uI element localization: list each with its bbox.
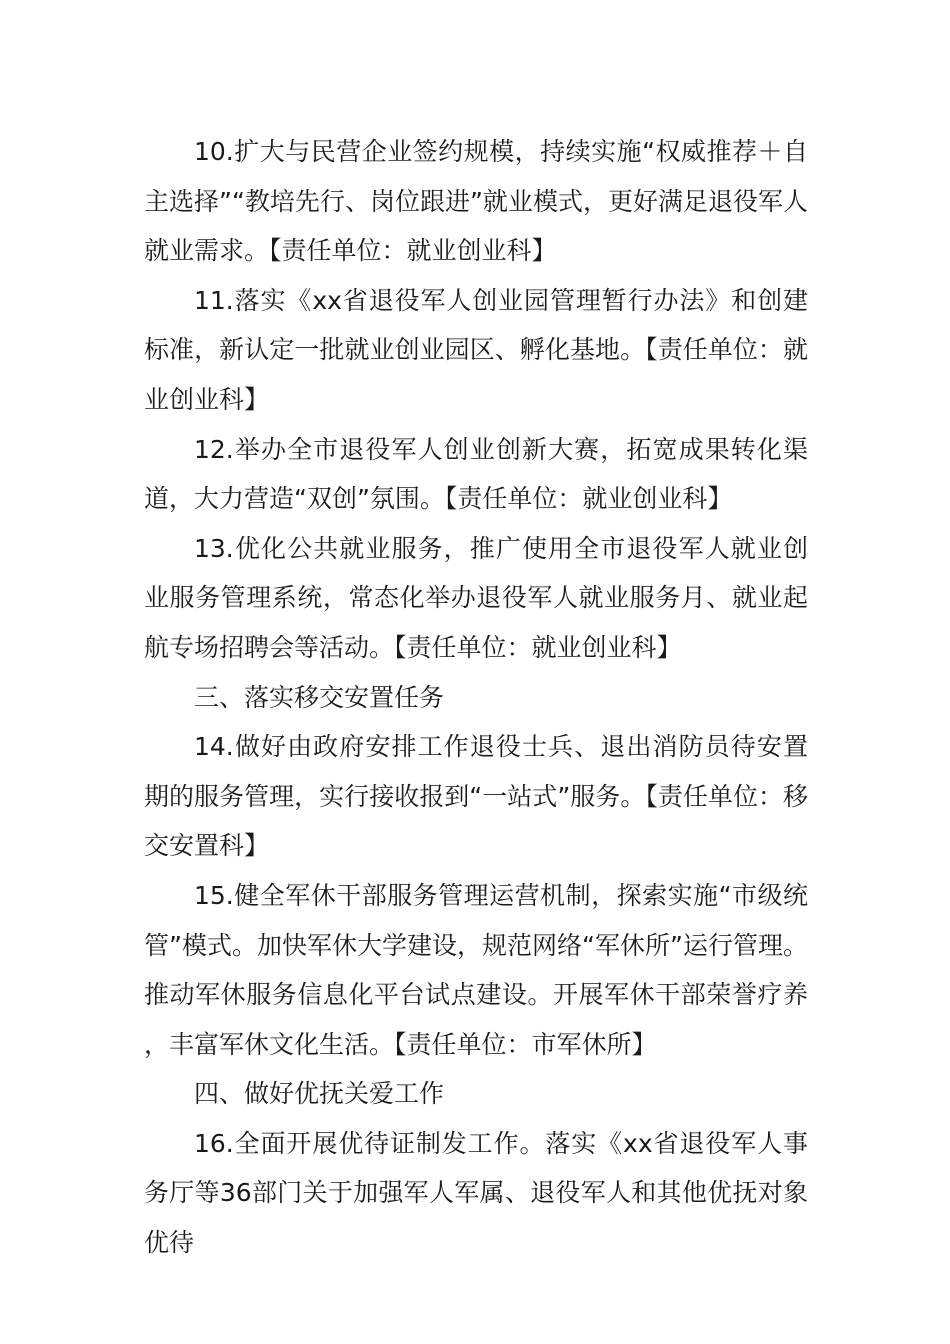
paragraph-item-16: 16.全面开展优待证制发工作。落实《xx省退役军人事务厅等36部门关于加强军人军属、退役军人和其他优抚对象优待 [144, 1128, 808, 1258]
paragraph-item-14: 14.做好由政府安排工作退役士兵、退出消防员待安置期的服务管理，实行接收报到“一站式”服务。【责任单位：移交安置科】 [144, 732, 808, 861]
paragraph-item-15: 15.健全军休干部服务管理运营机制，探索实施“市级统管”模式。加快军休大学建设，规范网络“军休所”运行管理。推动军休服务信息化平台试点建设。开展军休干部荣誉疗养，丰富军休文化生活。【责任单位：市军休所】 [144, 880, 808, 1059]
section-heading-4: 四、做好优抚关爱工作 [194, 1079, 445, 1109]
paragraph-item-12: 12.举办全市退役军人创业创新大赛，拓宽成果转化渠道，大力营造“双创”氛围。【责任单位：就业创业科】 [144, 434, 808, 514]
paragraph-item-11: 11.落实《xx省退役军人创业园管理暂行办法》和创建标准，新认定一批就业创业园区、孵化基地。【责任单位：就业创业科】 [144, 285, 808, 414]
section-heading-3: 三、落实移交安置任务 [194, 682, 445, 712]
paragraph-item-13: 13.优化公共就业服务，推广使用全市退役军人就业创业服务管理系统，常态化举办退役军人就业服务月、就业起航专场招聘会等活动。【责任单位：就业创业科】 [144, 533, 808, 662]
document-body [144, 127, 808, 1268]
paragraph-item-10: 10.扩大与民营企业签约规模，持续实施“权威推荐＋自主选择”“教培先行、岗位跟进”就业模式，更好满足退役军人就业需求。【责任单位：就业创业科】 [144, 137, 808, 266]
